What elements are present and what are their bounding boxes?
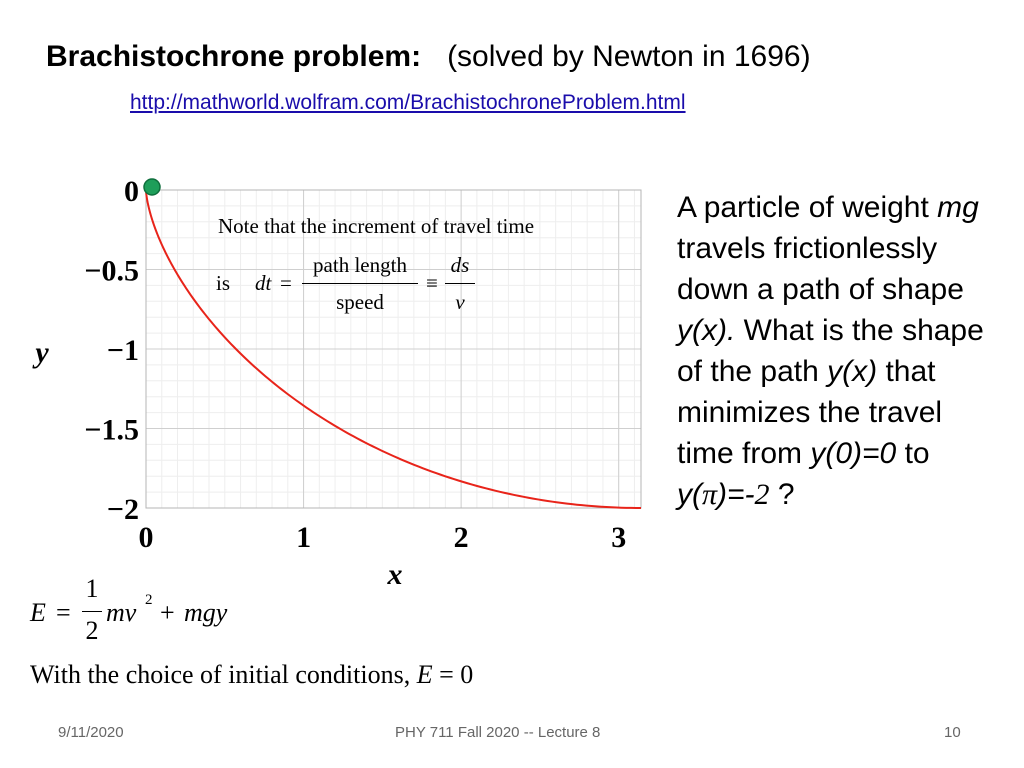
desc-part1: A particle of weight [677,191,929,224]
footer-date: 9/11/2020 [58,724,124,741]
eq-equiv: ≡ [426,271,438,295]
energy-equals: = [56,598,71,627]
travel-time-note: Note that the increment of travel time [218,214,535,238]
eq-denominator-v: v [455,290,465,314]
initial-conditions [30,660,473,690]
eq-dt: dt [255,271,272,295]
desc-part2: travels frictionlessly down a path of shape [677,232,964,306]
desc-yx1: y(x). [677,314,736,347]
ic-equals: = [439,660,454,689]
energy-equation [0,560,300,660]
x-tick-label: 1 [296,521,312,554]
desc-part4: that minimizes the travel time from [677,355,943,470]
plot-labels [32,336,402,591]
energy-fraction-bar [82,611,102,612]
y-tick-label: −0.5 [84,254,139,288]
footer-course: PHY 711 Fall 2020 -- Lecture 8 [395,724,601,741]
energy-E: E [30,598,46,627]
x-axis-label: x [387,558,403,591]
x-tick-label: 3 [611,521,627,554]
mathworld-link[interactable]: http://mathworld.wolfram.com/BrachistochroneProblem.html [130,91,686,114]
title-subtitle: (solved by Newton in 1696) [447,40,811,73]
problem-description [677,187,1007,515]
eq-numerator-ds: ds [450,253,470,277]
footer-page-number: 10 [944,724,961,741]
desc-cond1: y(0)=0 [810,437,897,470]
fraction-bar-2 [445,283,475,284]
desc-part3: What is the shape of the path [677,314,984,388]
dt-equation [0,0,660,330]
x-tick-label: 2 [453,521,469,554]
eq-equals: = [280,271,292,295]
eq-is: is [216,271,231,295]
y-tick-label: 0 [124,175,139,208]
energy-half-den: 2 [85,616,99,645]
eq-denominator-speed: speed [336,290,384,314]
energy-mv: mv [106,598,137,627]
ic-zero: 0 [460,660,474,689]
fraction-bar-1 [302,283,418,284]
x-tick-label: 0 [138,521,154,554]
ic-E: E [416,660,433,689]
energy-mgy: mgy [184,598,228,627]
energy-square: 2 [145,592,153,608]
title-main: Brachistochrone problem: [46,40,422,73]
desc-cond2: y(π)=-2 [677,478,770,511]
y-tick-label: −1.5 [84,413,139,447]
energy-half-num: 1 [85,574,99,603]
energy-plus: + [160,598,175,627]
desc-question-mark: ? [769,478,795,511]
y-tick-label: −2 [106,493,139,526]
y-tick-label: −1 [106,334,139,367]
desc-to: to [904,437,930,470]
desc-mg: mg [937,191,979,224]
eq-numerator-path-length: path length [313,253,407,277]
desc-yx2: y(x) [827,355,878,388]
y-axis-label: y [35,336,49,369]
ic-text: With the choice of initial conditions, [30,660,411,689]
